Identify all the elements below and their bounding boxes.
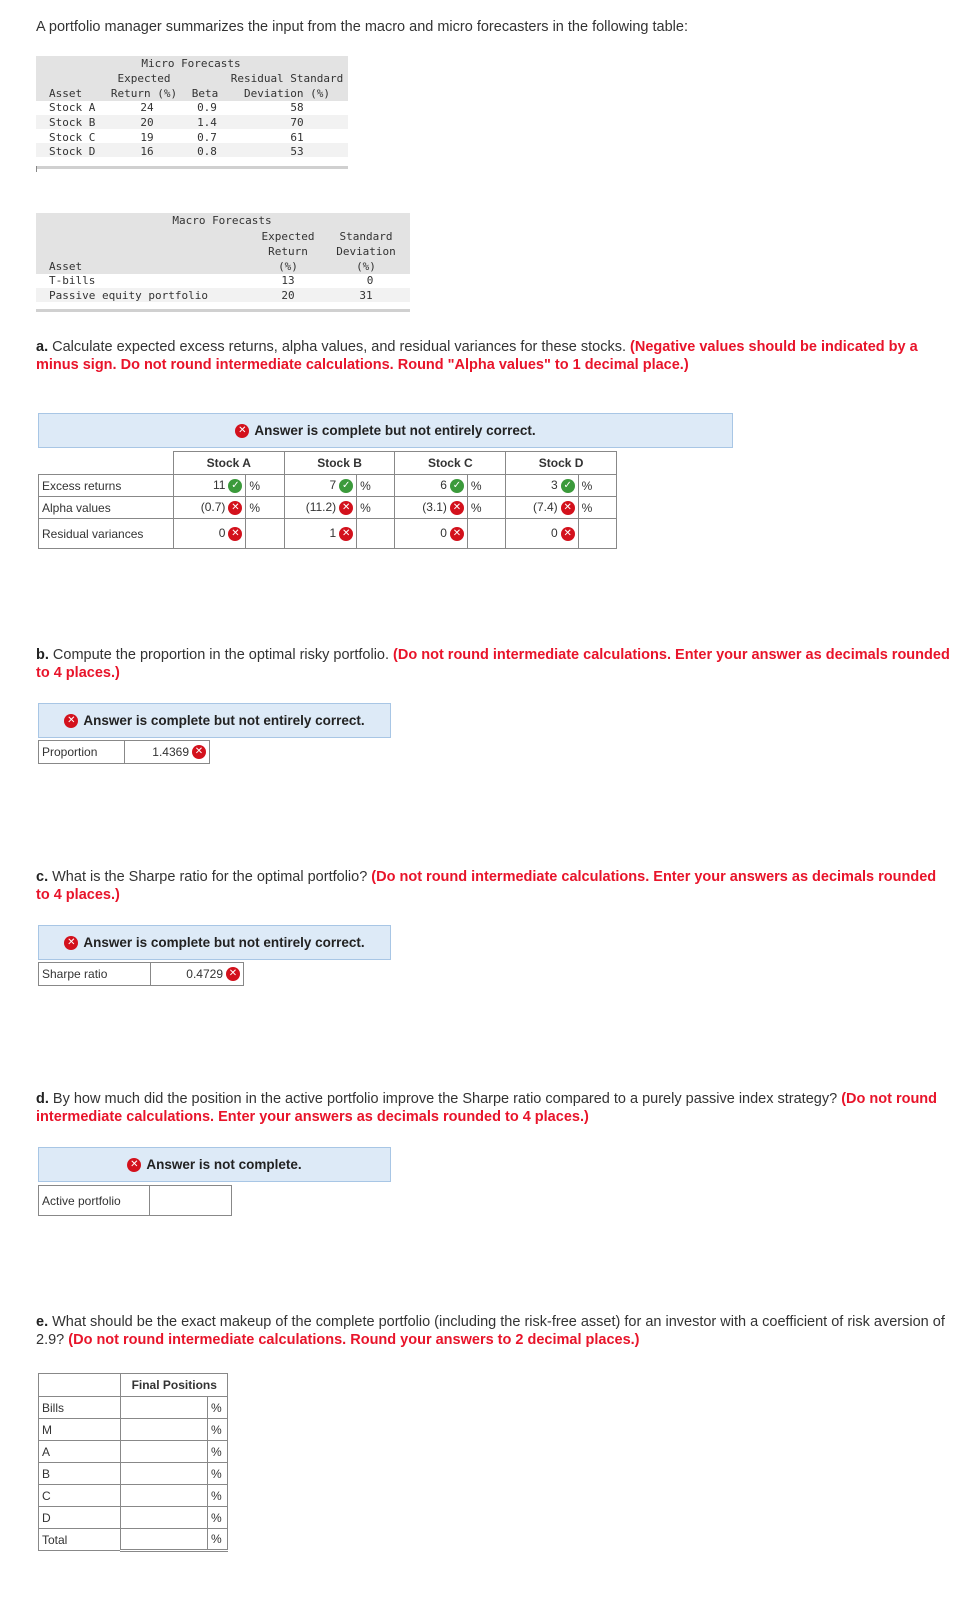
alpha-c-input[interactable]: (3.1) ✕ — [395, 497, 468, 519]
unit-percent: % — [578, 497, 616, 519]
x-circle-icon: ✕ — [192, 745, 206, 759]
sharpe-input[interactable]: 0.4729 ✕ — [151, 963, 244, 986]
unit-percent: % — [357, 497, 395, 519]
col-stock-a: Stock A — [173, 452, 284, 475]
micro-forecasts-table — [36, 56, 348, 172]
answer-banner-c — [38, 925, 391, 960]
col-stock-b: Stock B — [284, 452, 395, 475]
check-circle-icon: ✓ — [561, 479, 575, 493]
d-input[interactable] — [121, 1507, 208, 1529]
x-circle-icon: ✕ — [450, 527, 464, 541]
alpha-b-input[interactable]: (11.2) ✕ — [284, 497, 357, 519]
unit-percent: % — [467, 497, 505, 519]
question-d-note: (Do not round intermediate calculations. Enter your answers as decimals rounded to 4 places.) — [36, 1091, 938, 1125]
unit-percent: % — [208, 1397, 228, 1419]
answer-banner-a — [38, 413, 733, 448]
row-c: C — [39, 1485, 121, 1507]
resid-b-input[interactable]: 1 ✕ — [284, 519, 357, 549]
x-circle-icon: ✕ — [226, 967, 240, 981]
question-e-label: e. — [36, 1314, 49, 1330]
answer-banner-d — [38, 1147, 391, 1182]
micro-row-beta: 0.9 — [197, 101, 217, 114]
micro-header-deviation: Deviation (%) — [243, 87, 331, 100]
m-input[interactable] — [121, 1419, 208, 1441]
unit-percent: % — [357, 475, 395, 497]
unit-percent: % — [208, 1529, 228, 1551]
macro-header-sd3: (%) — [356, 260, 376, 273]
row-label-residual: Residual variances — [39, 519, 174, 549]
question-d-label: d. — [36, 1091, 49, 1107]
answer-banner-b — [38, 703, 391, 738]
question-b-note: (Do not round intermediate calculations. Enter your answer as decimals rounded to 4 places.) — [36, 647, 950, 681]
micro-row-return: 24 — [140, 101, 154, 114]
micro-row-beta: 0.8 — [197, 145, 217, 158]
micro-header-asset: Asset — [49, 87, 83, 100]
question-b-text: Compute the proportion in the optimal risky portfolio. — [52, 647, 390, 663]
resid-c-input[interactable]: 0 ✕ — [395, 519, 468, 549]
banner-a-text: Answer is complete but not entirely correct. — [254, 423, 536, 438]
micro-header-expected: Expected — [117, 72, 171, 85]
macro-header-er1: Expected — [261, 230, 315, 243]
micro-row-beta: 1.4 — [197, 116, 217, 129]
micro-row-sd: 61 — [290, 131, 304, 144]
macro-row-asset: Passive equity portfolio — [49, 289, 208, 302]
excess-c-input[interactable]: 6 ✓ — [395, 475, 468, 497]
part-c-table — [38, 962, 244, 986]
col-stock-c: Stock C — [395, 452, 506, 475]
col-final-positions: Final Positions — [121, 1374, 228, 1397]
x-circle-icon: ✕ — [127, 1158, 141, 1172]
macro-header-er3: (%) — [278, 260, 298, 273]
x-circle-icon: ✕ — [228, 527, 242, 541]
active-portfolio-input[interactable] — [149, 1186, 231, 1216]
x-circle-icon: ✕ — [235, 424, 249, 438]
bills-input[interactable] — [121, 1397, 208, 1419]
excess-b-input[interactable]: 7 ✓ — [284, 475, 357, 497]
macro-header-er2: Return — [268, 245, 308, 258]
micro-row-sd: 53 — [290, 145, 304, 158]
x-circle-icon: ✕ — [64, 714, 78, 728]
macro-forecasts-table — [36, 213, 410, 317]
x-circle-icon: ✕ — [450, 501, 464, 515]
question-a-label: a. — [36, 339, 49, 355]
micro-row-return: 20 — [140, 116, 154, 129]
question-c-label: c. — [36, 869, 49, 885]
question-b-label: b. — [36, 647, 49, 663]
x-circle-icon: ✕ — [339, 501, 353, 515]
part-d-table — [38, 1185, 232, 1216]
excess-a-input[interactable]: 11 ✓ — [173, 475, 246, 497]
micro-row-asset: Stock C — [49, 131, 96, 144]
c-input[interactable] — [121, 1485, 208, 1507]
row-label-excess: Excess returns — [39, 475, 174, 497]
x-circle-icon: ✕ — [561, 501, 575, 515]
micro-row-asset: Stock D — [49, 145, 96, 158]
unit-percent: % — [578, 475, 616, 497]
question-c-text: What is the Sharpe ratio for the optimal portfolio? — [52, 869, 368, 885]
micro-title: Micro Forecasts — [141, 57, 241, 70]
total-input[interactable] — [121, 1529, 208, 1551]
unit-percent: % — [208, 1507, 228, 1529]
micro-row-asset: Stock A — [49, 101, 96, 114]
macro-row-sd: 31 — [359, 289, 373, 302]
question-a-text: Calculate expected excess returns, alpha values, and residual variances for these stocks. — [52, 339, 626, 355]
row-d: D — [39, 1507, 121, 1529]
macro-row-sd: 0 — [366, 274, 374, 287]
intro-text: A portfolio manager summarizes the input from the macro and micro forecasters in the following table: — [36, 19, 688, 35]
question-e-text: What should be the exact makeup of the complete portfolio (including the risk-free asset) for an investor with a coefficient of risk aversion of 2.9? — [36, 1314, 945, 1348]
a-input[interactable] — [121, 1441, 208, 1463]
question-b — [36, 647, 951, 682]
row-m: M — [39, 1419, 121, 1441]
question-a-note: (Negative values should be indicated by a minus sign. Do not round intermediate calculations. Round "Alpha values" to 1 decimal place.) — [36, 339, 918, 373]
question-a — [36, 339, 951, 374]
question-c-note: (Do not round intermediate calculations. Enter your answers as decimals rounded to 4 places.) — [36, 869, 937, 903]
unit-percent: % — [208, 1441, 228, 1463]
micro-row-sd: 70 — [290, 116, 304, 129]
unit-percent: % — [208, 1419, 228, 1441]
row-b: B — [39, 1463, 121, 1485]
row-bills: Bills — [39, 1397, 121, 1419]
macro-row-er: 13 — [281, 274, 295, 287]
question-d-text: By how much did the position in the active portfolio improve the Sharpe ratio compared to a purely passive index strategy? — [52, 1091, 838, 1107]
unit-percent: % — [208, 1485, 228, 1507]
question-c — [36, 869, 951, 904]
macro-title: Macro Forecasts — [172, 214, 272, 227]
sharpe-label: Sharpe ratio — [39, 963, 151, 986]
macro-row-er: 20 — [281, 289, 295, 302]
unit-percent: % — [467, 475, 505, 497]
micro-row-return: 19 — [140, 131, 154, 144]
x-circle-icon: ✕ — [64, 936, 78, 950]
proportion-label: Proportion — [39, 741, 125, 764]
micro-header-return: Return (%) — [110, 87, 178, 100]
micro-header-beta: Beta — [191, 87, 219, 100]
active-portfolio-label: Active portfolio — [39, 1186, 150, 1216]
excess-d-input[interactable]: 3 ✓ — [506, 475, 579, 497]
banner-d-text: Answer is not complete. — [146, 1157, 302, 1172]
part-b-table — [38, 740, 210, 764]
unit-percent: % — [246, 497, 284, 519]
micro-row-return: 16 — [140, 145, 154, 158]
resid-a-input[interactable]: 0 ✕ — [173, 519, 246, 549]
alpha-d-input[interactable]: (7.4) ✕ — [506, 497, 579, 519]
col-stock-d: Stock D — [506, 452, 617, 475]
question-e-note: (Do not round intermediate calculations. Round your answers to 2 decimal places.) — [68, 1331, 640, 1348]
macro-header-asset: Asset — [49, 260, 83, 273]
check-circle-icon: ✓ — [228, 479, 242, 493]
part-a-table — [38, 451, 617, 549]
proportion-input[interactable]: 1.4369 ✕ — [124, 741, 209, 764]
x-circle-icon: ✕ — [561, 527, 575, 541]
x-circle-icon: ✕ — [339, 527, 353, 541]
micro-row-beta: 0.7 — [197, 131, 217, 144]
micro-row-sd: 58 — [290, 101, 304, 114]
alpha-a-input[interactable]: (0.7) ✕ — [173, 497, 246, 519]
resid-d-input[interactable]: 0 ✕ — [506, 519, 579, 549]
question-e — [36, 1314, 951, 1349]
macro-row-asset: T-bills — [49, 274, 96, 287]
check-circle-icon: ✓ — [450, 479, 464, 493]
micro-row-asset: Stock B — [49, 116, 96, 129]
unit-percent: % — [208, 1463, 228, 1485]
check-circle-icon: ✓ — [339, 479, 353, 493]
b-input[interactable] — [121, 1463, 208, 1485]
x-circle-icon: ✕ — [228, 501, 242, 515]
banner-b-text: Answer is complete but not entirely correct. — [83, 713, 365, 728]
macro-header-sd2: Deviation — [336, 245, 396, 258]
row-label-alpha: Alpha values — [39, 497, 174, 519]
unit-percent: % — [246, 475, 284, 497]
banner-c-text: Answer is complete but not entirely correct. — [83, 935, 365, 950]
macro-header-sd1: Standard — [339, 230, 393, 243]
row-total: Total — [39, 1529, 121, 1551]
question-d — [36, 1091, 951, 1126]
row-a: A — [39, 1441, 121, 1463]
micro-header-residual: Residual Standard — [230, 72, 344, 85]
part-e-table — [38, 1373, 228, 1552]
